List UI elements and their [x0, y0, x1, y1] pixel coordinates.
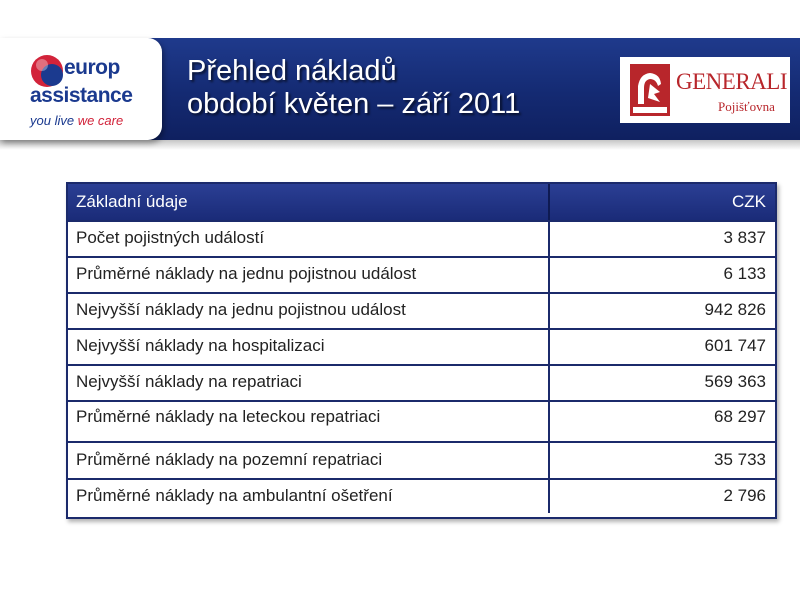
table-row [68, 364, 775, 402]
logo-tagline [30, 113, 123, 128]
table-row [68, 400, 775, 443]
page-title [187, 55, 520, 121]
tagline-part-1: you live [30, 113, 78, 128]
row-label: Průměrné náklady na leteckou repatriaci [68, 400, 550, 441]
table-row [68, 441, 775, 480]
row-label: Průměrné náklady na ambulantní ošetření [68, 478, 550, 513]
row-value: 942 826 [704, 300, 766, 319]
row-value: 2 796 [723, 485, 766, 505]
column-header-czk: CZK [732, 192, 766, 211]
row-label: Nejvyšší náklady na jednu pojistnou událost [68, 292, 550, 328]
header-shadow [0, 140, 800, 150]
table-row [68, 478, 775, 513]
europ-assistance-icon [30, 54, 64, 88]
table-row [68, 256, 775, 294]
generali-logo [620, 57, 790, 123]
generali-wordmark: GENERALI [676, 69, 787, 94]
europ-assistance-logo [0, 38, 162, 140]
logo-word-assistance: assistance [30, 84, 133, 107]
row-label: Nejvyšší náklady na hospitalizaci [68, 328, 550, 364]
title-line-2: období květen – září 2011 [187, 88, 521, 120]
row-value: 601 747 [704, 336, 766, 355]
table-row [68, 292, 775, 330]
table-row [68, 220, 775, 258]
row-label: Počet pojistných událostí [68, 220, 550, 256]
logo-word-europ: europ [64, 56, 120, 79]
tagline-part-2: we care [77, 113, 124, 128]
column-header-label: Základní údaje [68, 184, 550, 220]
title-line-1: Přehled nákladů [187, 55, 397, 87]
row-value: 35 733 [714, 449, 766, 469]
row-label: Průměrné náklady na pozemní repatriaci [68, 441, 550, 478]
row-value: 569 363 [704, 372, 766, 391]
row-value: 6 133 [723, 264, 766, 283]
row-value: 68 297 [714, 407, 766, 426]
cost-table [66, 182, 777, 519]
table-header-row [68, 184, 775, 222]
row-label: Nejvyšší náklady na repatriaci [68, 364, 550, 400]
table-row [68, 328, 775, 366]
row-label: Průměrné náklady na jednu pojistnou událost [68, 256, 550, 292]
generali-subtitle: Pojišťovna [718, 99, 775, 114]
row-value: 3 837 [723, 228, 766, 247]
lion-icon [630, 64, 670, 116]
